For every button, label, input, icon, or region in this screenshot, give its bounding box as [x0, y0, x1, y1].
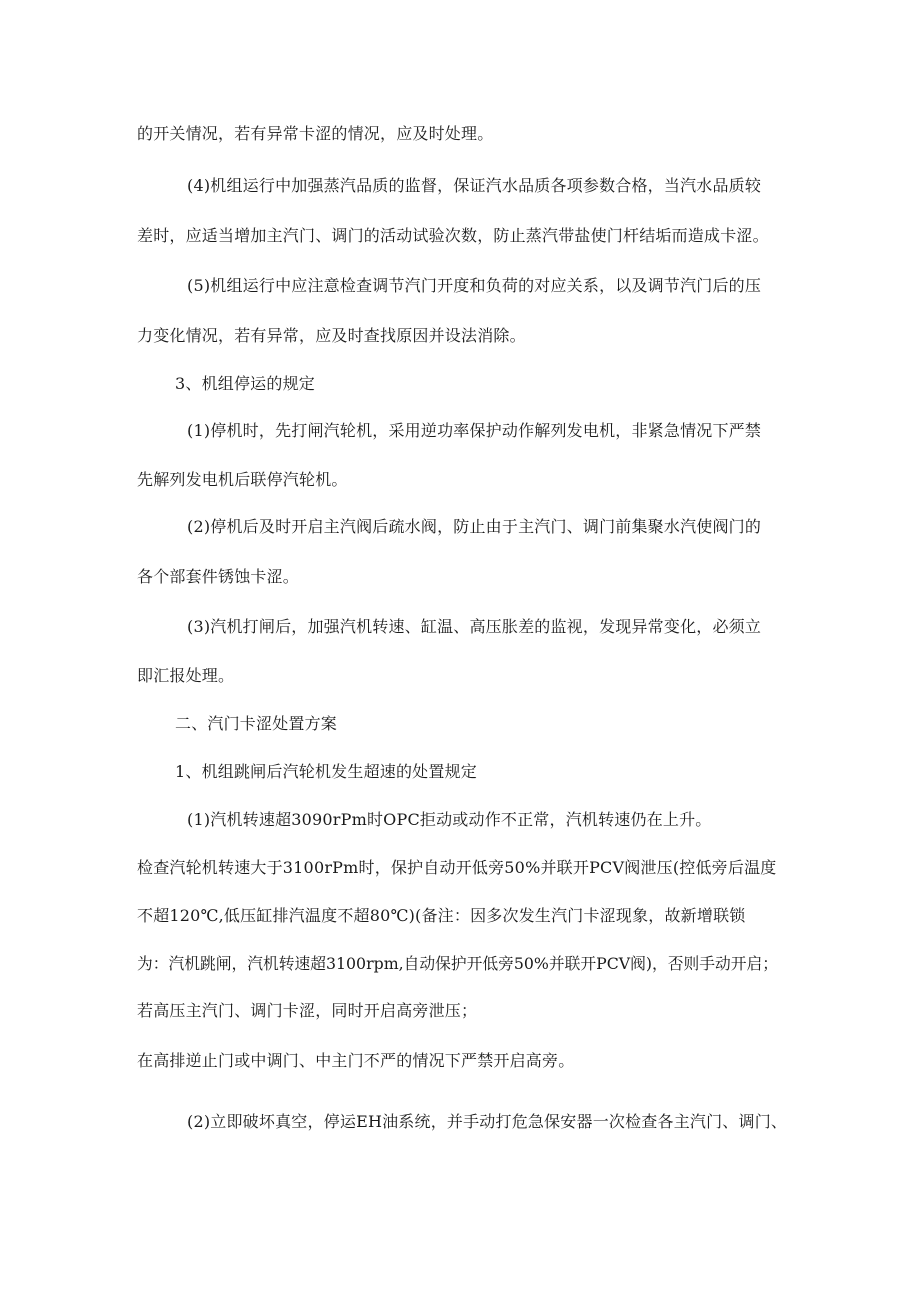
paragraph-line: (2)停机后及时开启主汽阀后疏水阀，防止由于主汽门、调门前集聚水汽使阀门的	[187, 517, 762, 536]
paragraph-line: (3)汽机打闸后，加强汽机转速、缸温、高压胀差的监视，发现异常变化，必须立	[187, 617, 762, 636]
paragraph-line: 的开关情况，若有异常卡涩的情况，应及时处理。	[137, 124, 494, 143]
paragraph-line: 不超120℃,低压缸排汽温度不超80℃)(备注：因多次发生汽门卡涩现象，故新增联锁	[137, 906, 746, 925]
paragraph-line: (1)汽机转速超3090rPm时OPC拒动或动作不正常，汽机转速仍在上升。	[187, 810, 712, 829]
paragraph-line: (1)停机时，先打闸汽轮机，采用逆功率保护动作解列发电机，非紧急情况下严禁	[187, 421, 762, 440]
paragraph-line: (4)机组运行中加强蒸汽品质的监督，保证汽水品质各项参数合格，当汽水品质较	[187, 176, 762, 195]
paragraph-line: 为：汽机跳闸，汽机转速超3100rpm,自动保护开低旁50%并联开PCV阀)，否则手动开启；	[137, 954, 779, 973]
paragraph-line: 检查汽轮机转速大于3100rPm时，保护自动开低旁50%并联开PCV阀泄压(控低旁后温度	[137, 858, 777, 877]
paragraph-line: 若高压主汽门、调门卡涩，同时开启高旁泄压；	[137, 1001, 478, 1020]
paragraph-line: 差时，应适当增加主汽门、调门的活动试验次数，防止蒸汽带盐使门杆结垢而造成卡涩。	[137, 226, 769, 245]
paragraph-line: (5)机组运行中应注意检查调节汽门开度和负荷的对应关系，以及调节汽门后的压	[187, 276, 762, 295]
paragraph-line: 在高排逆止门或中调门、中主门不严的情况下严禁开启高旁。	[137, 1051, 575, 1070]
paragraph-line: 各个部套件锈蚀卡涩。	[137, 567, 300, 586]
paragraph-line: 力变化情况，若有异常，应及时查找原因并设法消除。	[137, 326, 526, 345]
paragraph-line: 先解列发电机后联停汽轮机。	[137, 470, 348, 489]
paragraph-line: 即汇报处理。	[137, 666, 235, 685]
section-heading: 3、机组停运的规定	[175, 374, 315, 393]
section-heading: 1、机组跳闸后汽轮机发生超速的处置规定	[175, 762, 477, 781]
section-heading: 二、汽门卡涩处置方案	[175, 714, 338, 733]
paragraph-line: (2)立即破坏真空，停运EH油系统，并手动打危急保安器一次检查各主汽门、调门、	[187, 1112, 788, 1131]
